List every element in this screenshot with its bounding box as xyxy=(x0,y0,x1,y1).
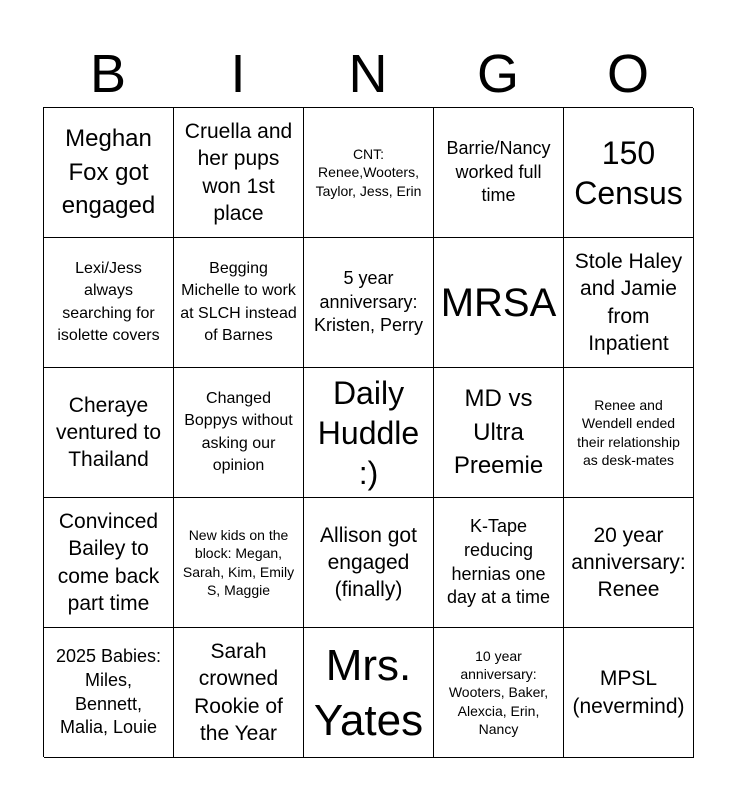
header-letter-i: I xyxy=(230,44,246,104)
bingo-cell[interactable] xyxy=(564,368,694,498)
bingo-cell-text: Allison got engaged (finally) xyxy=(320,523,417,602)
bingo-cell[interactable] xyxy=(304,108,434,238)
bingo-cell[interactable] xyxy=(564,108,694,238)
header-letter-g: G xyxy=(476,44,519,104)
bingo-cell[interactable] xyxy=(304,238,434,368)
bingo-cell-text: MPSL (nevermind) xyxy=(572,667,685,718)
bingo-cell[interactable] xyxy=(434,368,564,498)
header-letter-n: N xyxy=(348,44,388,104)
bingo-cell-text: 150 Census xyxy=(574,134,683,211)
bingo-cell-text: 10 year anniversary: Wooters, Baker, Alexcia, Erin, Nancy xyxy=(448,648,549,737)
header-letter-b: B xyxy=(89,44,127,104)
bingo-cell[interactable] xyxy=(44,238,174,368)
bingo-cell-text: Meghan Fox got engaged xyxy=(61,125,156,220)
bingo-cell-text: Stole Haley and Jamie from Inpatient xyxy=(574,249,683,355)
bingo-cell-text: 2025 Babies: Miles, Bennett, Malia, Louie xyxy=(55,645,162,738)
bingo-cell[interactable] xyxy=(174,628,304,758)
bingo-cell[interactable] xyxy=(434,108,564,238)
bingo-cell-text: 5 year anniversary: Kristen, Perry xyxy=(313,267,424,336)
bingo-cell-text: Cruella and her pups won 1st place xyxy=(184,119,293,225)
bingo-cell[interactable] xyxy=(304,368,434,498)
bingo-cell-text: Daily Huddle :) xyxy=(317,374,420,491)
bingo-cell[interactable] xyxy=(434,498,564,628)
bingo-cell-text: Cheraye ventured to Thailand xyxy=(55,393,162,472)
bingo-cell-text: K-Tape reducing hernias one day at a time xyxy=(446,515,551,608)
bingo-cell[interactable] xyxy=(44,368,174,498)
bingo-cell-text: New kids on the block: Megan, Sarah, Kim, Emily S, Maggie xyxy=(182,527,295,598)
bingo-cell-text: 20 year anniversary: Renee xyxy=(571,523,686,602)
bingo-cell[interactable] xyxy=(304,498,434,628)
bingo-board xyxy=(43,107,693,757)
bingo-cell[interactable] xyxy=(434,628,564,758)
bingo-cell-text: Renee and Wendell ended their relationship as desk-mates xyxy=(577,397,680,468)
bingo-header xyxy=(43,40,693,108)
bingo-cell[interactable] xyxy=(564,238,694,368)
bingo-cell[interactable] xyxy=(174,498,304,628)
bingo-cell-text: CNT: Renee,Wooters, Taylor, Jess, Erin xyxy=(315,146,422,199)
bingo-cell-text: MRSA xyxy=(440,280,557,325)
bingo-cell-text: Mrs. Yates xyxy=(313,640,424,745)
bingo-cell[interactable] xyxy=(564,628,694,758)
bingo-cell[interactable] xyxy=(434,238,564,368)
bingo-cell-text: Sarah crowned Rookie of the Year xyxy=(194,639,283,745)
bingo-cell[interactable] xyxy=(44,628,174,758)
bingo-cell[interactable] xyxy=(174,108,304,238)
bingo-cell[interactable] xyxy=(44,498,174,628)
bingo-cell-text: Changed Boppys without asking our opinion xyxy=(184,390,293,474)
bingo-cell-text: Lexi/Jess always searching for isolette covers xyxy=(57,260,160,344)
bingo-cell-text: MD vs Ultra Preemie xyxy=(453,385,544,480)
bingo-cell-text: Barrie/Nancy worked full time xyxy=(446,137,551,206)
bingo-cell-text: Begging Michelle to work at SLCH instead of Barnes xyxy=(180,260,297,344)
bingo-cell[interactable] xyxy=(304,628,434,758)
bingo-cell-text: Convinced Bailey to come back part time xyxy=(57,509,160,615)
bingo-cell[interactable] xyxy=(174,238,304,368)
bingo-cell[interactable] xyxy=(44,108,174,238)
bingo-cell[interactable] xyxy=(174,368,304,498)
header-letter-o: O xyxy=(606,44,649,104)
bingo-cell[interactable] xyxy=(564,498,694,628)
